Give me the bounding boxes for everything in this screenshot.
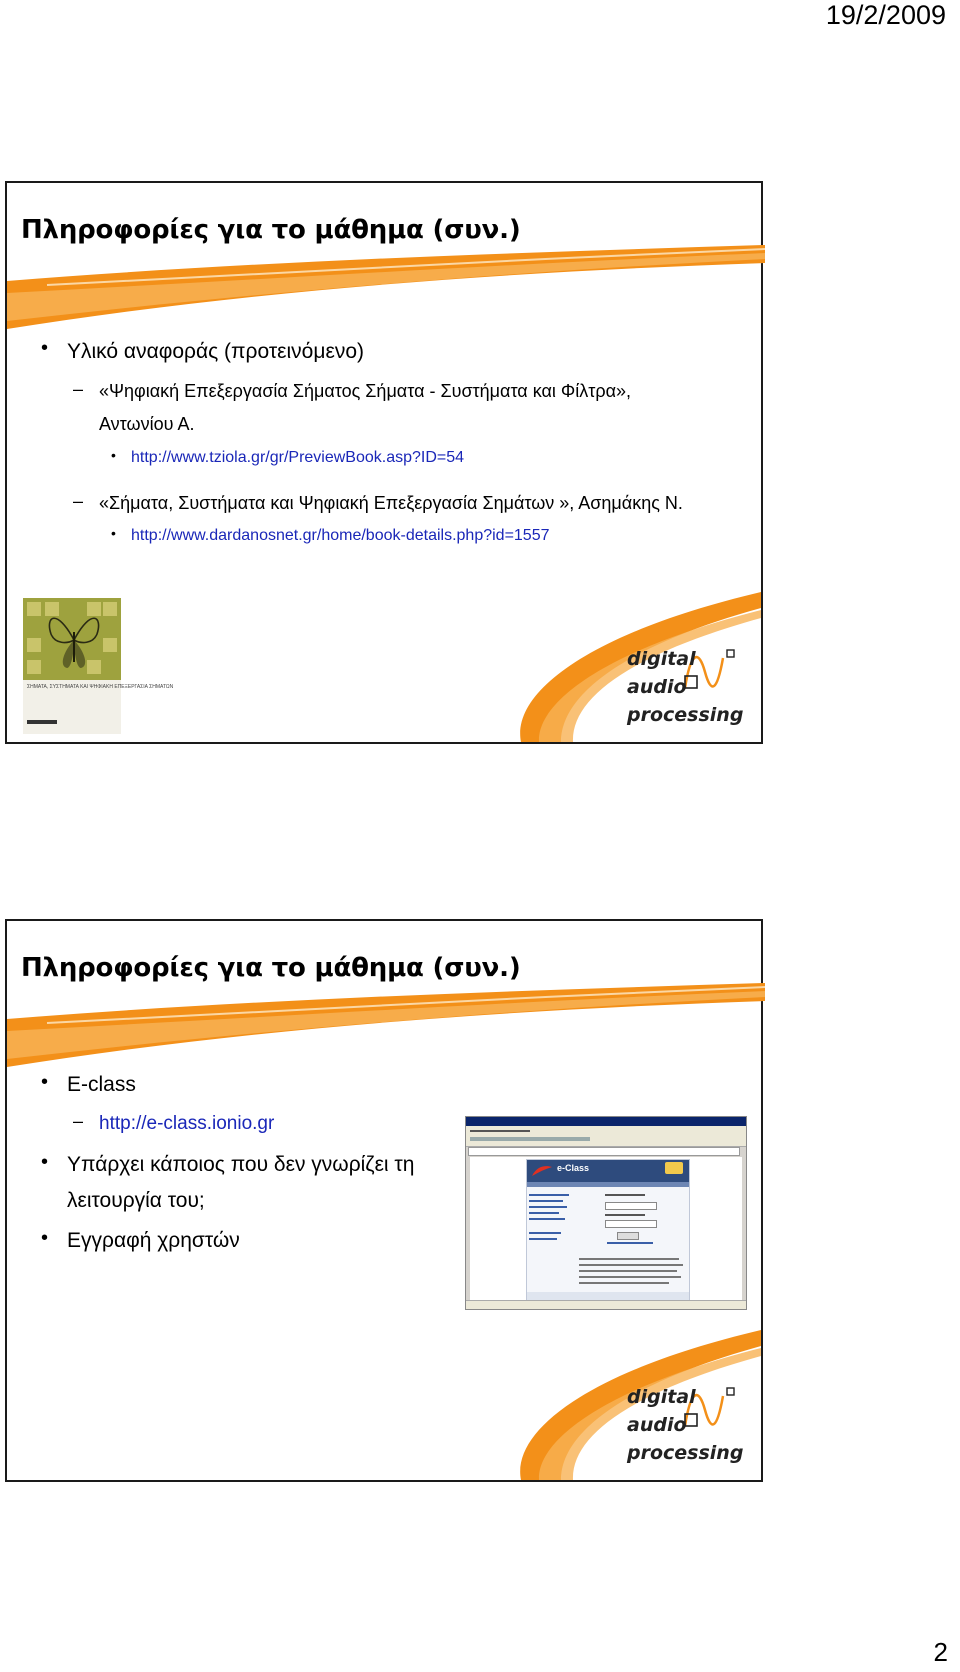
dardanos-link[interactable]: http://www.dardanosnet.gr/home/book-details.php?id=1557 <box>131 527 550 544</box>
slide-title: Πληροφορίες για το μάθημα (συν.) <box>21 215 521 245</box>
bullet-dot-icon: • <box>111 447 116 463</box>
bullet-text: E-class <box>67 1073 136 1096</box>
logo-word: processing <box>627 704 744 726</box>
book-cover-title: ΣΗΜΑΤΑ, ΣΥΣΤΗΜΑΤΑ ΚΑΙ ΨΗΦΙΑΚΗ ΕΠΕΞΕΡΓΑΣΙΑ ΣΗΜΑΤΩΝ <box>27 684 174 690</box>
tziola-link[interactable]: http://www.tziola.gr/gr/PreviewBook.asp?ID=54 <box>131 449 465 466</box>
bullet-text: λειτουργία του; <box>67 1189 205 1212</box>
logo-word: processing <box>627 1442 744 1464</box>
digital-audio-processing-logo <box>627 1386 744 1472</box>
dash-icon: – <box>73 1111 84 1131</box>
butterfly-icon <box>41 602 107 676</box>
bullet-dot-icon: • <box>41 1071 49 1093</box>
bullet-dot-icon: • <box>41 1227 49 1249</box>
slide-1 <box>5 181 763 744</box>
slide-2 <box>5 919 763 1482</box>
page-date: 19/2/2009 <box>825 0 946 30</box>
digital-audio-processing-logo <box>627 648 744 734</box>
eclass-screenshot <box>465 1116 747 1310</box>
bullet-text: Υπάρχει κάποιος που δεν γνωρίζει τη <box>67 1153 415 1176</box>
logo-word: audio <box>627 1414 687 1436</box>
dash-icon: – <box>73 491 84 511</box>
bullet-text: Υλικό αναφοράς (προτεινόμενο) <box>67 340 364 363</box>
book-reference: «Σήματα, Συστήματα και Ψηφιακή Επεξεργασία Σημάτων », Ασημάκης Ν. <box>99 493 683 513</box>
book-author: Αντωνίου Α. <box>99 414 195 434</box>
bullet-dot-icon: • <box>41 1151 49 1173</box>
bullet-dot-icon: • <box>41 337 49 359</box>
dash-icon: – <box>73 379 84 399</box>
eclass-logo-text: e-Class <box>557 1163 590 1173</box>
book-reference: «Ψηφιακή Επεξεργασία Σήματος Σήματα - Συστήματα και Φίλτρα», <box>99 381 632 401</box>
slide-title: Πληροφορίες για το μάθημα (συν.) <box>21 953 521 983</box>
logo-word: audio <box>627 676 687 698</box>
bullet-dot-icon: • <box>111 525 116 541</box>
logo-word: digital <box>627 648 696 670</box>
bullet-text: Εγγραφή χρηστών <box>67 1229 240 1252</box>
eclass-link[interactable]: http://e-class.ionio.gr <box>99 1113 275 1134</box>
logo-word: digital <box>627 1386 696 1408</box>
page-number: 2 <box>933 1637 948 1667</box>
book-cover-image <box>23 598 174 734</box>
